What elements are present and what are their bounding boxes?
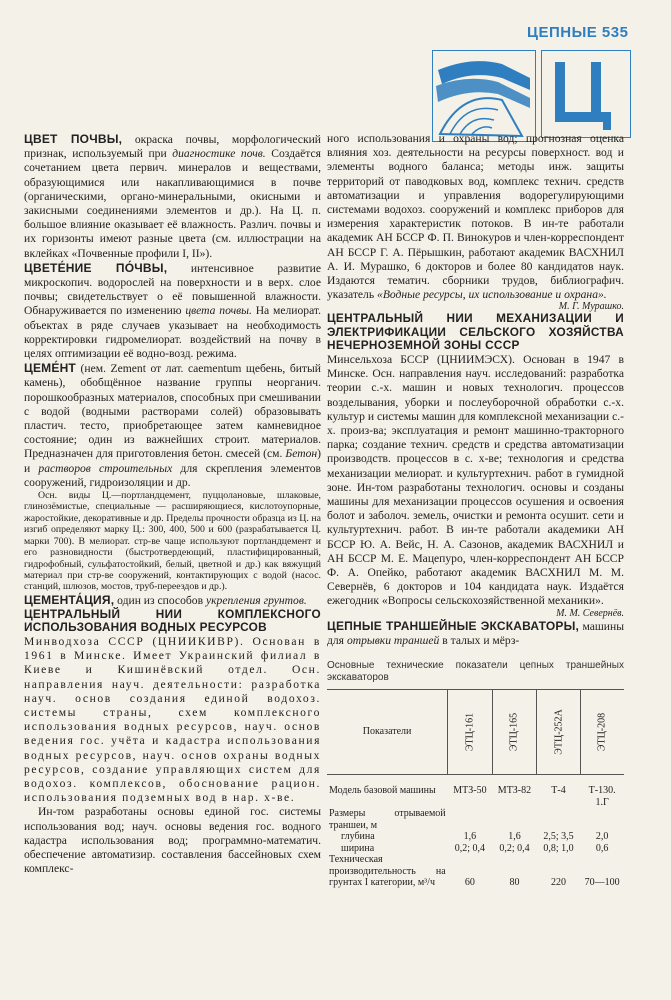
entry-continuation <box>327 132 624 312</box>
table-header-row <box>327 690 624 775</box>
cell: 1,6 <box>463 831 477 842</box>
entry-text: ) и <box>24 447 321 475</box>
cross-reference: растворов строительных <box>38 461 173 475</box>
cell: 80 <box>509 877 520 888</box>
cell: 0,2; 0,4 <box>499 842 530 854</box>
entry-text: ного использования и охраны вод; прогнозная оценка влияния хоз. деятельности на ресурсы поверхност. вод и элементы водного баланса; методы инж. защиты территорий от паводковых вод, комплекс технич. средств автоматизации и управления водорегулирующими системами водохоз. сооружений и комплекс приборов для измерения характеристик потоков. В ин-те работали академик АН БССР Ф. П. Винокуров и член-корреспондент АН БССР Г. А. Пёрышкин, работают академик ВАСХНИЛ А. И. Мурашко, 6 докторов и более 80 кандидатов наук. Издаются тематич. сборники трудов, библиографич. указатель <box>327 132 624 302</box>
model-name: ЭТЦ-165 <box>508 712 520 752</box>
cell: 0,8; 1,0 <box>543 842 574 854</box>
cell: МТЗ-82 <box>497 785 532 796</box>
entry-water-resources-institute <box>24 608 321 805</box>
running-head: ЦЕПНЫЕ 535 <box>527 24 629 41</box>
letter-tse-icon <box>541 50 631 138</box>
model-name: ЭТЦ-161 <box>464 712 476 752</box>
cell: МТЗ-50 <box>453 785 487 796</box>
table-header-label: Показатели <box>327 690 448 775</box>
entry-soil-bloom <box>24 261 321 361</box>
model-name: ЭТЦ-252А <box>552 709 564 755</box>
entry-text: в талых и мёрз- <box>442 633 520 647</box>
cell <box>448 808 493 831</box>
entry-text-continued: Ин-том разработаны основы единой гос. системы использования вод; науч. основы ведения гос. водного кадастра использования вод; программно-математич. обеспечение автоматизир. составления бассейновых схем комплекс- <box>24 805 321 876</box>
entry-text: Минсельхоза БССР (ЦНИИМЭСХ). Основан в 1947 в Минске. Осн. направления науч. исследований: разработка теории с.-х. машин и новых технологич. процессов возделывания, уборки и послеуборочной обработки с.-х. культур и системы машин для комплексной механизации с.-х. произ-ва; эксплуатация и ремонт машинно-тракторного парка; создание технич. средств и средства автоматизации производств. процессов в с. х-ве; технология и средства механизации мелиорат. и культуртехнич. работ в гумидной зоне. Ин-том разработаны технологич. основы и созданы машины для механизации процессов осушения и освоения болот и заболоч. земель, очистки и ремонта осушит. сети и культуртехнич. работ. В ин-те работали академики АН БССР Ю. А. Вейс, Н. А. Сазонов, академик ВАСХНИЛ и АН БССР М. Е. Мацепуро, член-корреспондент АН БССР Ф. А. Опейко, работают академик ВАСХНИЛ М. М. Севернёв, 6 докторов и 104 кандидата наук. Издаётся ежегодник «Вопросы сельскохозяйственной механики». <box>327 352 624 608</box>
cross-reference: «Водные ресурсы, их использование и охрана». <box>377 288 607 302</box>
entry-cement <box>24 361 321 490</box>
entry-heading: ЦЕНТРАЛЬНЫЙ НИИ КОМПЛЕКСНОГО ИСПОЛЬЗОВАНИЯ ВОДНЫХ РЕСУРСОВ <box>24 606 321 635</box>
water-field-icon <box>432 50 536 142</box>
entry-trench-excavators <box>327 619 624 648</box>
right-column <box>327 132 624 889</box>
entry-cementation <box>24 593 321 608</box>
entry-heading: ЦВЕТ ПОЧВЫ, <box>24 132 123 146</box>
spec-table <box>327 689 624 889</box>
cell: 1,6 <box>508 831 521 842</box>
row-label: глубина <box>341 831 375 842</box>
entry-text: Создаётся сочетанием цвета первич. минералов и веществами, образующимися или накапливающимися в почве (органическими, органо-минеральными, окисными и закисными соединениями элементов и др.). На Ц. п. большое влияние оказывает её влажность. Различ. почвы и их горизонты имеют разные цвета (см. иллюстрации на вклейках «Почвенные профили I, II»). <box>24 147 321 260</box>
entry-text: Минводхоза СССР (ЦНИИКИВР). Основан в 1961 в Минске. Имеет Украинский филиал в Киеве и Кишинёвский отдел. Осн. направления науч. деятельности: разработка науч. основ создания единой водохоз. системы страны, схем комплексного использования водных ресурсов, науч. основ ведения гос. учёта и кадастра использования водных ресурсов, науч. основ охраны водных ресурсов, создание управляющих систем для водохоз. комплексов, обоснование рацион. использования подземных вод в нар. х-ве. <box>24 634 321 805</box>
entry-heading: ЦЕМЕНТА́ЦИЯ, <box>24 592 115 607</box>
cross-reference: Бетон <box>285 447 318 461</box>
cell: 2,5; 3,5 <box>543 831 574 842</box>
entry-text: (нем. Zement от лат. caementum щебень, битый камень), обобщённое название группы неорганич. порошкообразных материалов, способных при смешивании с водой (водными растворами солей) образовывать пластич. тесто, приобретающее затем камневидное состояние; один из важнейших строит. материалов. Предназначен для приготовления бетон. смесей (см. <box>24 362 321 461</box>
model-name: ЭТЦ-208 <box>596 712 608 752</box>
author-signature: М. Г. Мурашко. <box>558 301 624 313</box>
cell: Т-4 <box>551 785 566 796</box>
cell: 60 <box>464 877 475 888</box>
cell <box>492 808 537 831</box>
entry-text: машины для <box>327 619 624 647</box>
entry-text: интенсивное развитие микроскопич. водорослей на поверхности и в верх. слое почвы; свидетельствует о её повышенной влажности. Обнаруживается по изменению <box>24 261 321 318</box>
cell: 220 <box>551 877 566 888</box>
entry-color-of-soil <box>24 132 321 261</box>
cross-reference: цвета почвы. <box>185 304 252 318</box>
table-header-model <box>537 690 581 775</box>
table-row <box>327 808 624 831</box>
cross-reference: отрывки траншей <box>346 633 440 647</box>
cell: 70—100 <box>584 877 620 888</box>
entry-text: для скрепления элементов сооружений, гидроизоляции и др. <box>24 461 321 489</box>
row-label: Размеры отрываемой траншеи, м <box>329 808 446 831</box>
cell: 0,2; 0,4 <box>454 842 486 854</box>
table-row <box>327 775 624 809</box>
entry-heading: ЦЕНТРАЛЬНЫЙ НИИ МЕХАНИЗАЦИИ И ЭЛЕКТРИФИКАЦИИ СЕЛЬСКОГО ХОЗЯЙСТВА НЕЧЕРНОЗЕМНОЙ ЗОНЫ СССР <box>327 311 624 353</box>
cell: 2,0 <box>595 831 609 842</box>
entry-text: На мелиорат. объектах в ряде случаев указывает на необходимость корректировки гидромелиорат. воздействий на почву в целях оптимизации её водно-возд. режима. <box>24 304 322 361</box>
entry-heading: ЦЕПНЫЕ ТРАНШЕЙНЫЕ ЭКСКАВАТОРЫ, <box>327 618 580 633</box>
row-label: Модель базовой машины <box>329 785 436 796</box>
table-header-model <box>492 690 537 775</box>
table-row <box>327 854 624 889</box>
cross-reference: диагностике почв. <box>172 147 266 161</box>
row-label: ширина <box>341 842 375 854</box>
table-row <box>327 843 624 855</box>
cell: 0,6 <box>595 842 609 854</box>
left-column <box>24 132 321 876</box>
cell <box>580 808 624 831</box>
cell: Т-130. 1.Г <box>588 785 616 808</box>
row-label: Техническая производительность на грунтах I категории, м³/ч <box>329 854 446 888</box>
table-row <box>327 831 624 843</box>
entry-heading: ЦВЕТЕ́НИЕ ПО́ЧВЫ, <box>24 260 168 275</box>
entry-mechanization-institute <box>327 312 624 618</box>
table-header-model <box>448 690 493 775</box>
table-caption: Основные технические показатели цепных траншейных экскаваторов <box>327 660 624 683</box>
entry-text: один из способов <box>117 593 204 607</box>
entry-cement-small-print: Осн. виды Ц.—портландцемент, пуццолановые, шлаковые, глинозёмистые, специальные — расширяющиеся, кислотоупорные, жаростойкие, декоративные и др. Пределы прочности образца из Ц. на изгиб определяют марку Ц.: 300, 400, 500 и 600 (разрабатывается Ц. марки 700). В мелиорат. стр-ве чаще используют портландцемент и его разновидности (быстротвердеющий, пластифицированный, гидрофобный, сульфатостойкий, белый, цветной и др.) как вяжущий материал при стр-ве сооружений, контактирующих с водой (насос. станций, шлюзов, мостов, труб-переездов и др.). <box>24 490 321 593</box>
author-signature: М. М. Севернёв. <box>556 607 624 619</box>
entry-text: окраска почвы, морфологический признак, используемый при <box>24 133 321 161</box>
cross-reference: укрепления грунтов. <box>205 593 307 607</box>
entry-heading: ЦЕМЕ́НТ <box>24 361 76 376</box>
cell <box>537 808 581 831</box>
table-header-model <box>580 690 624 775</box>
